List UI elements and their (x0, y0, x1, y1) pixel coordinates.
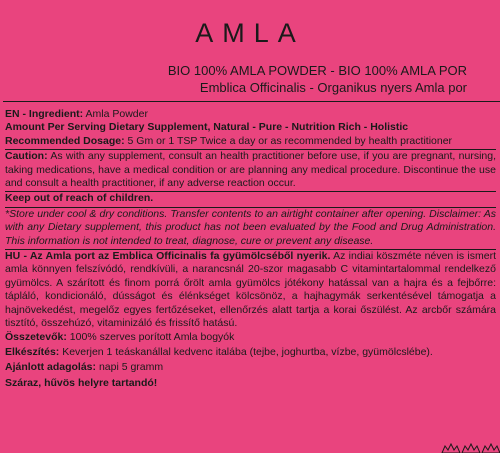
en-dosage-value: 5 Gm or 1 TSP Twice a day or as recommended by health practitioner (127, 134, 453, 147)
product-title-line1: BIO 100% AMLA POWDER - BIO 100% AMLA POR (167, 63, 467, 78)
en-disclaimer: *Store under cool & dry conditions. Transfer contents to an airtight container after opening. Disclaimer: As with any Dietary supplement, this product has not been evaluated by the Food and Drug Administration. This information is not intended to treat, diagnose, cure or prevent any disease. (5, 207, 496, 247)
product-title-line2: Emblica Officinalis - Organikus nyers Amla por (199, 80, 467, 95)
en-caution (5, 150, 496, 190)
en-ingredient-label: EN - Ingredient: (5, 108, 84, 120)
hu-ingredients (5, 331, 496, 344)
hu-storage: Száraz, hűvös helyre tartandó! (5, 376, 158, 389)
en-keep-out: Keep out of reach of children. (5, 192, 154, 205)
hu-preparation-label: Elkészítés: (5, 345, 60, 358)
hu-intro-label: HU - Az Amla port az Emblica Officinalis fa gyümölcséből nyerik. (5, 250, 331, 263)
hu-ingredients-value: 100% szerves porított Amla bogyók (69, 330, 235, 343)
hu-intro-value: Az indiai köszméte néven is ismert amla könnyen felszívódó, rendkívüli, a narancsnál 20-szor magasabb C vitamintartalommal rendelkező gyümölcs. A szárított és finom porrá őrölt amla gyümölcs jótékony hatással van a hajra és a fejbőrre: tápláló, kondicionáló, dússágot és élénkséget kölcsönöz, a hajhagymák serkentésével támogatja a hajnövekedést, megelőz egyes fertőzéseket, ellenőrzés alatt tartja a korai őszülést. Az arcbőr számára tisztító, összehúzó, vitaminizáló és frissítő hatású. (5, 250, 496, 330)
en-dosage-label: Recommended Dosage: (5, 134, 125, 147)
en-ingredient (5, 108, 496, 121)
hu-intro (5, 250, 496, 330)
en-caution-value: As with any supplement, consult an health practitioner before use, if you are pregnant, nursing, taking medications, have a medical condition or are planning any medical procedure. Discontinue the use and consult a health practitioner, if any adverse reaction occur. (5, 150, 497, 190)
label-panel (3, 101, 500, 453)
hu-dose (5, 361, 496, 374)
en-caution-label: Caution: (5, 150, 48, 163)
hu-dose-label: Ajánlott adagolás: (5, 361, 97, 374)
hu-preparation-value: Keverjen 1 teáskanállal kedvenc italába (tejbe, joghurtba, vízbe, gyümölcslébe). (62, 345, 433, 358)
crown-pattern-icon (440, 441, 500, 453)
hu-ingredients-label: Összetevők: (5, 330, 67, 343)
en-ingredient-value: Amla Powder (85, 108, 148, 120)
en-serving: Amount Per Serving Dietary Supplement, Natural - Pure - Nutrition Rich - Holistic (5, 121, 409, 134)
en-dosage (5, 135, 496, 148)
hu-preparation (5, 346, 496, 359)
brand-logo: AMLA (195, 18, 305, 48)
hu-dose-value: napi 5 gramm (98, 361, 164, 374)
